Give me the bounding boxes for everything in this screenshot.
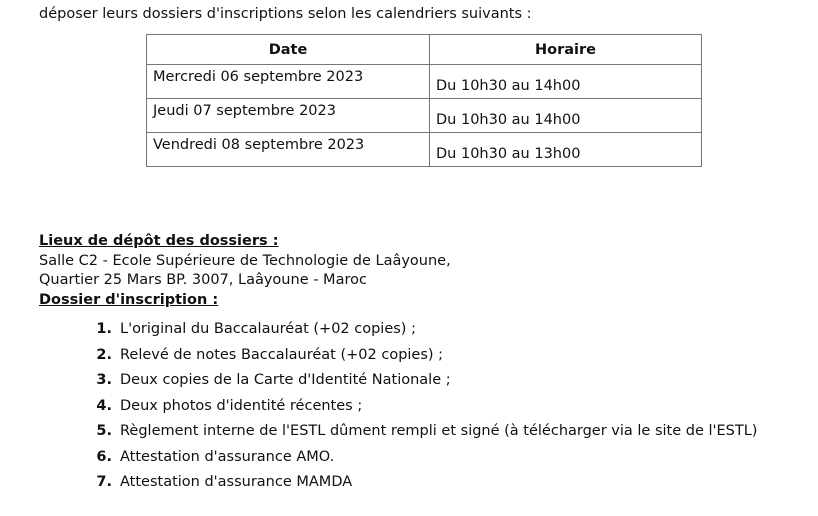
list-item (88, 395, 757, 421)
item-text: Attestation d'assurance MAMDA (120, 474, 353, 490)
item-number: 6. (96, 448, 112, 465)
schedule-header-row (147, 35, 702, 65)
dossier-heading: Dossier d'inscription : (39, 291, 219, 308)
list-item (88, 446, 757, 472)
date-cell: Vendredi 08 septembre 2023 (147, 133, 430, 167)
table-row (147, 133, 702, 167)
item-number: 4. (96, 397, 112, 414)
item-text: L'original du Baccalauréat (+02 copies) ; (120, 321, 416, 337)
list-item (88, 471, 757, 497)
date-cell: Jeudi 07 septembre 2023 (147, 99, 430, 133)
item-number: 7. (96, 474, 112, 490)
item-text: Attestation d'assurance AMO. (120, 448, 335, 465)
list-item (88, 369, 757, 395)
list-item (88, 318, 757, 344)
header-date: Date (147, 35, 430, 65)
date-cell: Mercredi 06 septembre 2023 (147, 65, 430, 99)
item-number: 2. (96, 346, 112, 363)
location-section (39, 232, 451, 310)
location-line-2: Quartier 25 Mars BP. 3007, Laâyoune - Maroc (39, 272, 367, 288)
schedule-table (146, 34, 702, 167)
hours-cell: Du 10h30 au 14h00 (430, 65, 702, 99)
list-item (88, 420, 757, 446)
item-text: Règlement interne de l'ESTL dûment rempli et signé (à télécharger via le site de l'ESTL) (120, 423, 758, 439)
hours-cell: Du 10h30 au 14h00 (430, 99, 702, 133)
table-row (147, 65, 702, 99)
item-text: Deux photos d'identité récentes ; (120, 397, 363, 414)
item-number: 5. (96, 423, 112, 439)
location-line-1: Salle C2 - Ecole Supérieure de Technologie de Laâyoune, (39, 252, 451, 269)
header-horaire: Horaire (430, 35, 702, 65)
location-heading: Lieux de dépôt des dossiers : (39, 233, 279, 249)
hours-cell: Du 10h30 au 13h00 (430, 133, 702, 167)
item-number: 3. (96, 372, 112, 388)
item-number: 1. (96, 321, 112, 337)
item-text: Deux copies de la Carte d'Identité Nationale ; (120, 372, 451, 388)
intro-text: déposer leurs dossiers d'inscriptions selon les calendriers suivants : (39, 6, 532, 22)
table-row (147, 99, 702, 133)
list-item (88, 344, 757, 370)
documents-list (88, 318, 757, 497)
item-text: Relevé de notes Baccalauréat (+02 copies) ; (120, 346, 444, 363)
